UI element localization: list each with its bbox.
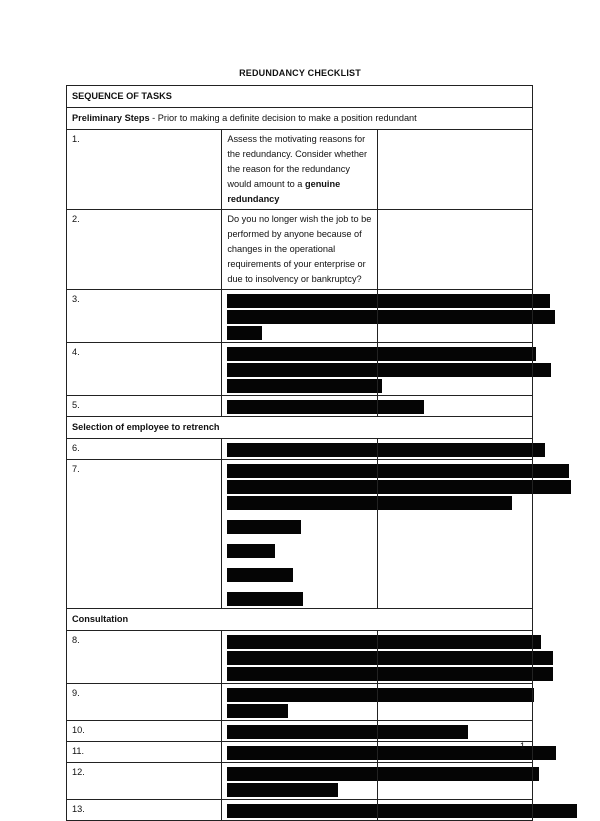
task-number: 13. (67, 800, 222, 821)
task-checkbox-cell[interactable] (377, 800, 532, 821)
page-number: 1 (520, 741, 526, 751)
redaction-bar (227, 520, 301, 534)
task-checkbox-cell[interactable] (377, 684, 532, 721)
task-number: 5. (67, 396, 222, 417)
task-text-redacted (222, 721, 377, 742)
table-row (67, 290, 533, 343)
section-consultation (67, 609, 533, 631)
task-text-redacted (222, 343, 377, 396)
section-selection (67, 417, 533, 439)
redaction-bar (227, 783, 338, 797)
task-checkbox-cell[interactable] (377, 130, 532, 210)
redaction-bar (227, 544, 275, 558)
table-row (67, 721, 533, 742)
task-checkbox-cell[interactable] (377, 742, 532, 763)
section-preliminary-label: Preliminary Steps (72, 113, 150, 123)
task-checkbox-cell[interactable] (377, 210, 532, 290)
table-row (67, 684, 533, 721)
task-text-redacted (222, 439, 377, 460)
task-text: Do you no longer wish the job to be performed by anyone because of changes in the operational requirements of your enterprise or due to insolvency or bankruptcy? (222, 210, 377, 290)
redaction-bar (227, 568, 293, 582)
table-header: SEQUENCE OF TASKS (67, 86, 533, 108)
section-preliminary-text: - Prior to making a definite decision to make a position redundant (149, 113, 417, 123)
task-text-redacted (222, 763, 377, 800)
table-row (67, 800, 533, 821)
task-text-redacted (222, 684, 377, 721)
task-number: 1. (67, 130, 222, 210)
task-text-redacted (222, 800, 377, 821)
task-text-bold: genuine redundancy (227, 179, 341, 204)
table-row (67, 763, 533, 800)
task-checkbox-cell[interactable] (377, 290, 532, 343)
section-selection-label: Selection of employee to retrench (67, 417, 533, 439)
task-number: 7. (67, 460, 222, 609)
checklist-table (66, 85, 533, 821)
redaction-bar (227, 379, 382, 393)
task-checkbox-cell[interactable] (377, 439, 532, 460)
task-checkbox-cell[interactable] (377, 721, 532, 742)
task-number: 4. (67, 343, 222, 396)
task-number: 9. (67, 684, 222, 721)
task-number: 6. (67, 439, 222, 460)
task-number: 11. (67, 742, 222, 763)
redaction-bar (227, 704, 288, 718)
task-text: Assess the motivating reasons for the redundancy. Consider whether the reason for the redundancy would amount to a genuine redundancy (222, 130, 377, 210)
table-header-row (67, 86, 533, 108)
table-row (67, 742, 533, 763)
task-number: 3. (67, 290, 222, 343)
table-row (67, 343, 533, 396)
task-text-redacted (222, 460, 377, 609)
redaction-bar (227, 326, 262, 340)
task-text-redacted (222, 396, 377, 417)
document-title: REDUNDANCY CHECKLIST (239, 68, 361, 78)
task-number: 8. (67, 631, 222, 684)
task-checkbox-cell[interactable] (377, 631, 532, 684)
task-number: 12. (67, 763, 222, 800)
task-text-redacted (222, 742, 377, 763)
table-row (67, 210, 533, 290)
table-row (67, 439, 533, 460)
task-checkbox-cell[interactable] (377, 763, 532, 800)
table-row (67, 130, 533, 210)
task-number: 10. (67, 721, 222, 742)
section-preliminary (67, 108, 533, 130)
table-row (67, 396, 533, 417)
table-row (67, 631, 533, 684)
task-checkbox-cell[interactable] (377, 460, 532, 609)
task-checkbox-cell[interactable] (377, 343, 532, 396)
task-text-redacted (222, 631, 377, 684)
task-number: 2. (67, 210, 222, 290)
section-consultation-label: Consultation (67, 609, 533, 631)
task-checkbox-cell[interactable] (377, 396, 532, 417)
redaction-bar (227, 592, 303, 606)
task-text-redacted (222, 290, 377, 343)
table-row (67, 460, 533, 609)
